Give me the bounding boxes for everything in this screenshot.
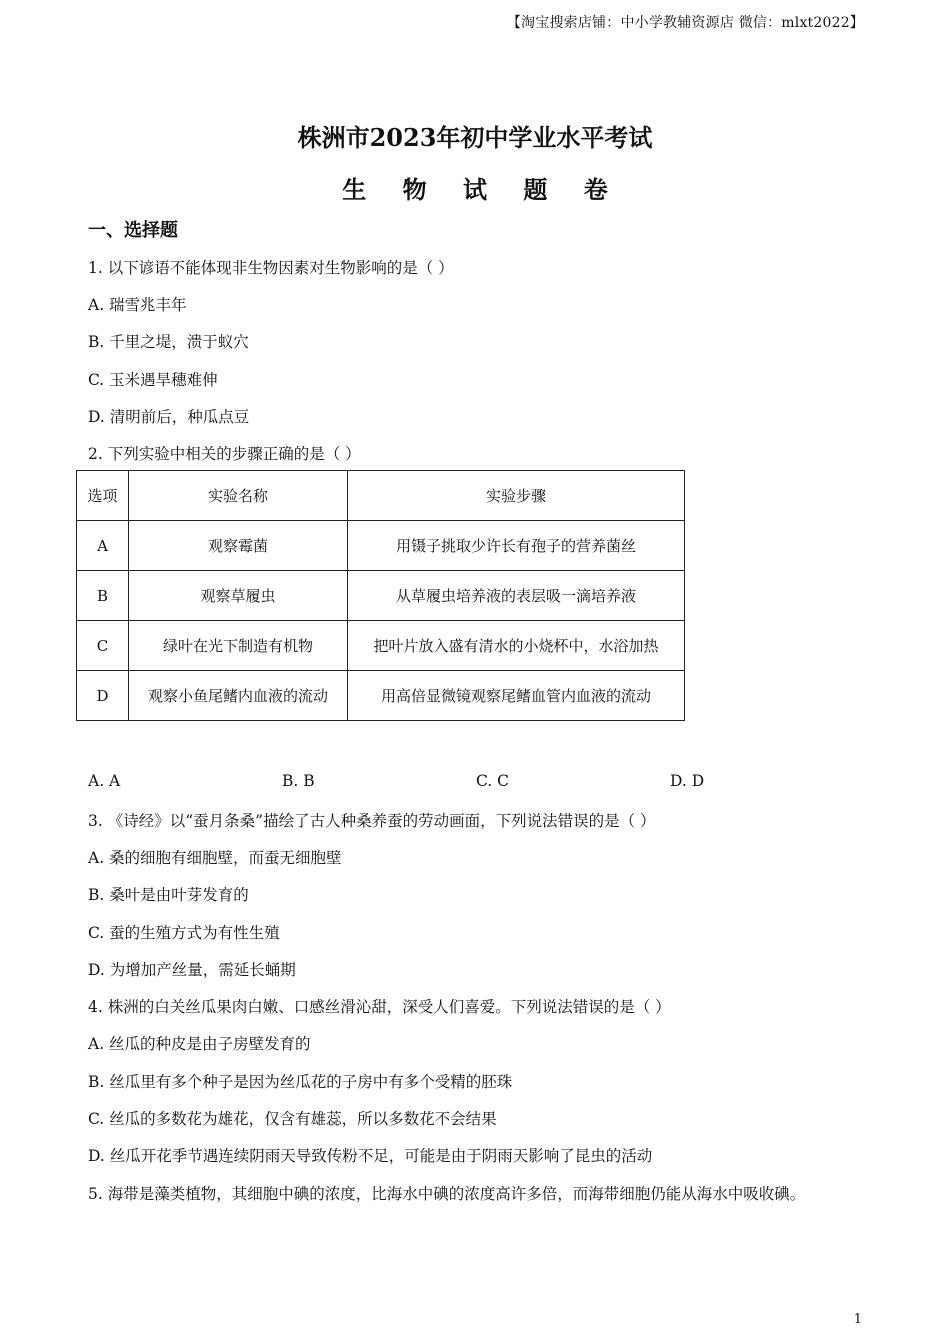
question-3-option-c: C. 蚕的生殖方式为有性生殖 <box>88 924 280 942</box>
table-row <box>77 671 685 721</box>
question-4-option-d: D. 丝瓜开花季节遇连续阴雨天导致传粉不足，可能是由于阴雨天影响了昆虫的活动 <box>88 1147 653 1165</box>
table-cell: A <box>77 521 129 571</box>
question-5-stem: 5. 海带是藻类植物，其细胞中碘的浓度，比海水中碘的浓度高许多倍，而海带细胞仍能从海水中吸收碘。 <box>88 1185 806 1203</box>
question-3-option-d: D. 为增加产丝量，需延长蛹期 <box>88 961 296 979</box>
question-4-option-b: B. 丝瓜里有多个种子是因为丝瓜花的子房中有多个受精的胚珠 <box>88 1073 513 1091</box>
table-cell: 用高倍显微镜观察尾鳍血管内血液的流动 <box>348 671 685 721</box>
table-cell: 观察霉菌 <box>129 521 348 571</box>
table-header-row <box>77 471 685 521</box>
question-1-option-d: D. 清明前后，种瓜点豆 <box>88 408 250 426</box>
question-1-stem: 1. 以下谚语不能体现非生物因素对生物影响的是（ ） <box>88 259 454 277</box>
table-header-cell: 选项 <box>77 471 129 521</box>
table-cell: C <box>77 621 129 671</box>
table-row <box>77 621 685 671</box>
header-note: 【淘宝搜索店铺：中小学教辅资源店 微信：mlxt2022】 <box>506 15 864 31</box>
table-row <box>77 521 685 571</box>
question-2-answer-d: D. D <box>670 772 705 790</box>
table-cell: B <box>77 571 129 621</box>
question-4-stem: 4. 株洲的白关丝瓜果肉白嫩、口感丝滑沁甜，深受人们喜爱。下列说法错误的是（ ） <box>88 998 671 1016</box>
table-cell: D <box>77 671 129 721</box>
section-heading: 一、选择题 <box>88 220 178 241</box>
question-3-option-a: A. 桑的细胞有细胞壁，而蚕无细胞壁 <box>88 849 342 867</box>
experiment-table <box>76 470 685 721</box>
question-4-option-c: C. 丝瓜的多数花为雄花，仅含有雄蕊，所以多数花不会结果 <box>88 1110 497 1128</box>
question-2-stem: 2. 下列实验中相关的步骤正确的是（ ） <box>88 445 361 463</box>
question-4-option-a: A. 丝瓜的种皮是由子房壁发育的 <box>88 1035 311 1053</box>
question-3-option-b: B. 桑叶是由叶芽发育的 <box>88 886 249 904</box>
page-number: 1 <box>853 1312 862 1327</box>
table-row <box>77 571 685 621</box>
table-cell: 观察草履虫 <box>129 571 348 621</box>
table-cell: 观察小鱼尾鳍内血液的流动 <box>129 671 348 721</box>
table-cell: 用镊子挑取少许长有孢子的营养菌丝 <box>348 521 685 571</box>
question-3-stem: 3. 《诗经》以“蚕月条桑”描绘了古人种桑养蚕的劳动画面，下列说法错误的是（ ） <box>88 812 656 830</box>
question-1-option-c: C. 玉米遇旱穗难伸 <box>88 371 218 389</box>
question-1-option-a: A. 瑞雪兆丰年 <box>88 296 187 314</box>
page-subtitle: 生 物 试 题 卷 <box>342 175 622 204</box>
table-cell: 绿叶在光下制造有机物 <box>129 621 348 671</box>
question-1-option-b: B. 千里之堤，溃于蚁穴 <box>88 333 249 351</box>
question-2-answer-c: C. C <box>476 772 510 790</box>
question-2-answer-b: B. B <box>282 772 315 790</box>
table-cell: 从草履虫培养液的表层吸一滴培养液 <box>348 571 685 621</box>
question-2-answer-a: A. A <box>88 772 121 790</box>
page-title: 株洲市2023年初中学业水平考试 <box>297 123 653 152</box>
table-header-cell: 实验名称 <box>129 471 348 521</box>
table-header-cell: 实验步骤 <box>348 471 685 521</box>
table-cell: 把叶片放入盛有清水的小烧杯中，水浴加热 <box>348 621 685 671</box>
